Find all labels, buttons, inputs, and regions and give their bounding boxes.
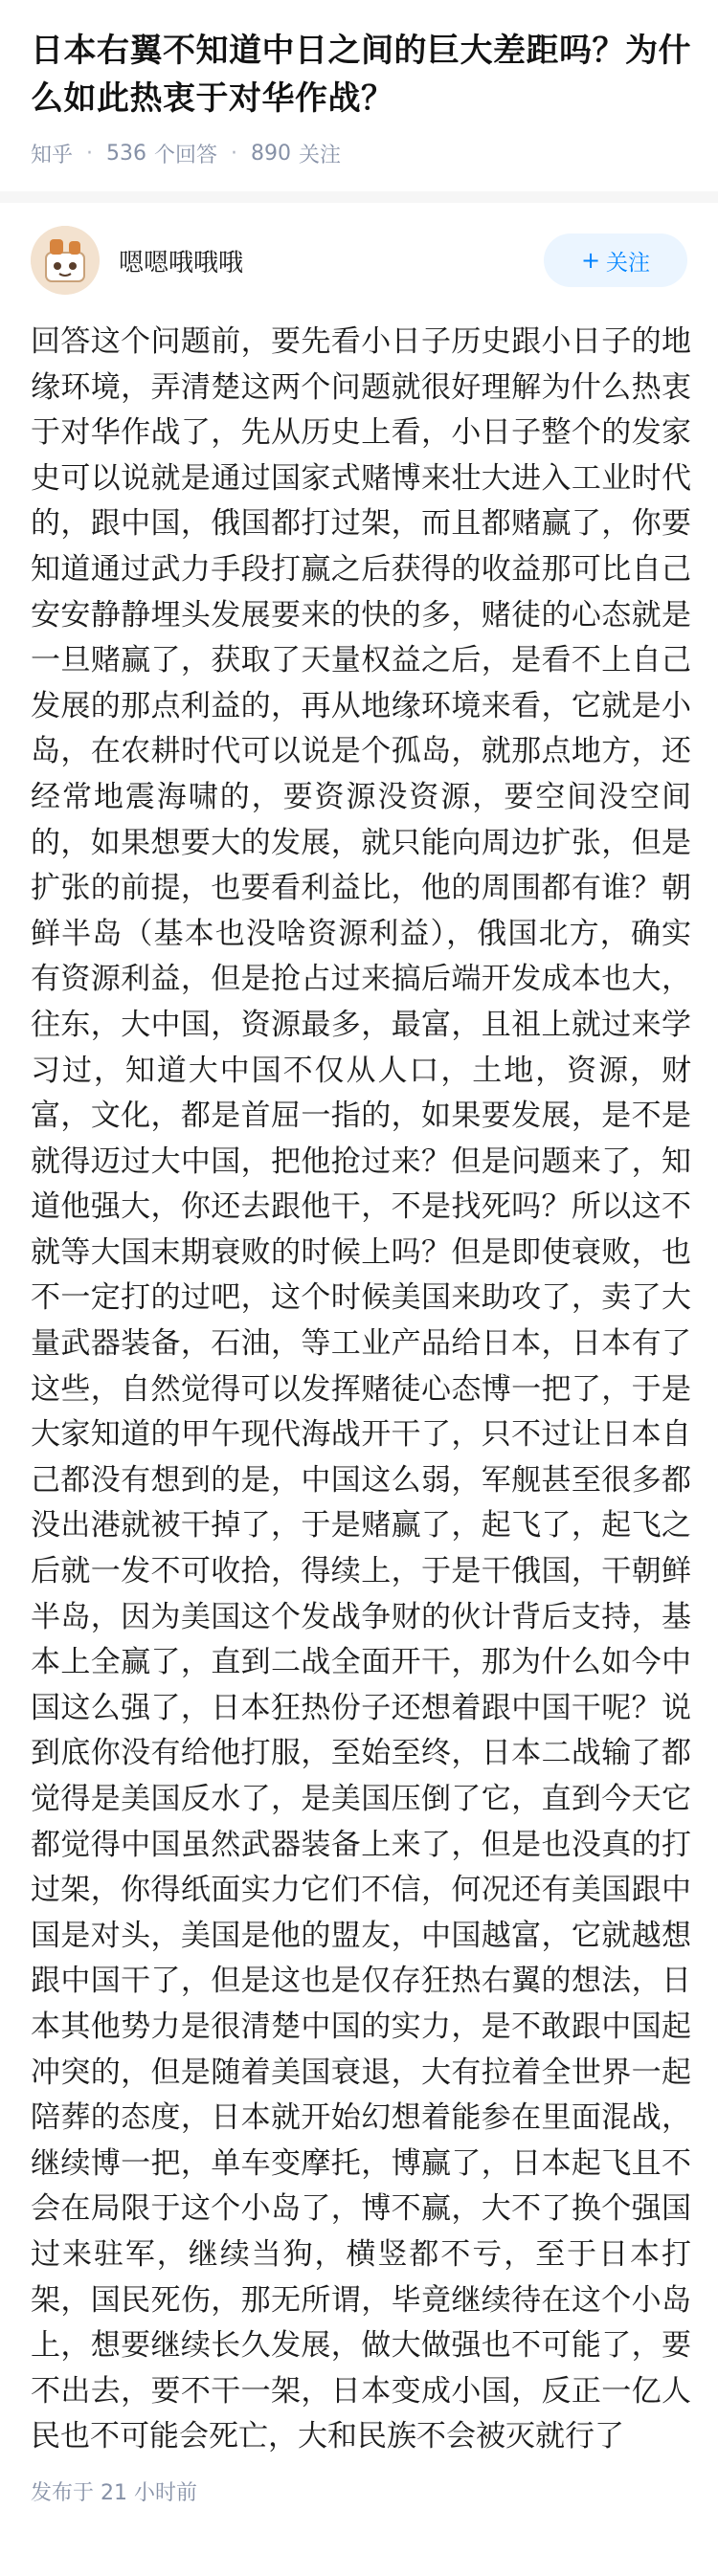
follow-button[interactable] — [544, 233, 687, 287]
question-meta — [31, 137, 341, 169]
follower-count-label: 关注 — [299, 143, 342, 167]
avatar[interactable] — [31, 226, 100, 295]
meta-separator: · — [86, 141, 94, 166]
answer-count-label: 个回答 — [154, 143, 218, 167]
author-name[interactable]: 嗯嗯哦哦哦 — [119, 249, 244, 278]
source-label[interactable]: 知乎 — [31, 143, 74, 167]
follower-count: 890 — [251, 141, 292, 166]
meta-separator: · — [231, 141, 238, 166]
publish-time: 发布于 21 小时前 — [31, 2481, 197, 2505]
plus-icon: + — [580, 247, 601, 274]
avatar-image-icon — [31, 226, 100, 295]
question-title[interactable]: 日本右翼不知道中日之间的巨大差距吗？为什么如此热衷于对华作战？ — [31, 32, 691, 118]
question-header — [31, 27, 691, 122]
section-divider — [0, 191, 718, 203]
author-bar — [31, 226, 687, 295]
follow-button-label: 关注 — [606, 250, 651, 276]
answer-body: 回答这个问题前，要先看小日子历史跟小日子的地缘环境，弄清楚这两个问题就很好理解为什么热衷于对华作战了，先从历史上看，小日子整个的发家史可以说就是通过国家式赌博来壮大进入工业时代的，跟中国，俄国都打过架，而且都赌赢了，你要知道通过武力手段打赢之后获得的收益那可比自己安安静静埋头发展要来的快的多，赌徒的心态就是一旦赌赢了，获取了天量权益之后，是看不上自己发展的那点利益的，再从地缘环境来看，它就是小岛，在农耕时代可以说是个孤岛，就那点地方，还经常地震海啸的，要资源没资源，要空间没空间的，如果想要大的发展，就只能向周边扩张，但是扩张的前提，也要看利益比，他的周围都有谁？朝鲜半岛（基本也没啥资源利益），俄国北方，确实有资源利益，但是抢占过来搞后端开发成本也大，往东，大中国，资源最多，最富，且祖上就过来学习过，知道大中国不仅从人口，土地，资源，财富，文化，都是首屈一指的，如果要发展，是不是就得迈过大中国，把他抢过来？但是问题来了，知道他强大，你还去跟他干，不是找死吗？所以这不就等大国末期衰败的时候上吗？但是即使衰败，也不一定打的过吧，这个时候美国来助攻了，卖了大量武器装备，石油，等工业产品给日本，日本有了这些，自然觉得可以发挥赌徒心态博一把了，于是大家知道的甲午现代海战开干了，只不过让日本自己都没有想到的是，中国这么弱，军舰甚至很多都没出港就被干掉了，于是赌赢了，起飞了，起飞之后就一发不可收拾，得续上，于是干俄国，干朝鲜半岛，因为美国这个发战争财的伙计背后支持，基本上全赢了，直到二战全面开干，那为什么如今中国这么强了，日本狂热份子还想着跟中国干呢？说到底你没有给他打服，至始至终，日本二战输了都觉得是美国反水了，是美国压倒了它，直到今天它都觉得中国虽然武器装备上来了，但是也没真的打过架，你得纸面实力它们不信，何况还有美国跟中国是对头，美国是他的盟友，中国越富，它就越想跟中国干了，但是这也是仅存狂热右翼的想法，日本其他势力是很清楚中国的实力，是不敢跟中国起冲突的，但是随着美国衰退，大有拉着全世界一起陪葬的态度，日本就开始幻想着能参在里面混战，继续博一把，单车变摩托，博赢了，日本起飞且不会在局限于这个小岛了，博不赢，大不了换个强国过来驻军，继续当狗，横竖都不亏，至于日本打架，国民死伤，那无所谓，毕竟继续待在这个小岛上，想要继续长久发展，做大做强也不可能了，要不出去，要不干一架，日本变成小国，反正一亿人民也不可能会死亡，大和民族不会被灭就行了 — [31, 324, 691, 2454]
answer-count: 536 — [106, 141, 147, 166]
